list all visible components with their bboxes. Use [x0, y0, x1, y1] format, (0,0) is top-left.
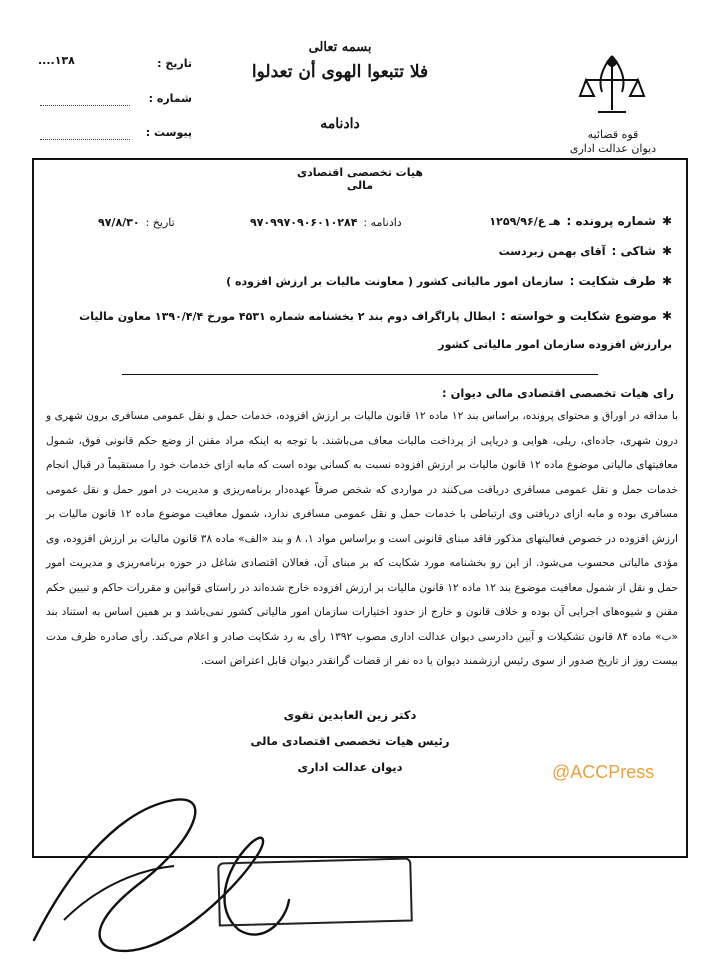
subject-row [42, 302, 672, 358]
star-icon: ✱ [661, 214, 672, 228]
ruling-heading: رای هیات تخصصی اقتصادی مالی دیوان : [441, 386, 674, 400]
plaintiff-label: شاکی : [611, 244, 656, 258]
letterhead-date-value: ۱۳۸.... [38, 54, 75, 67]
emblem-icon [572, 50, 652, 122]
org-line-2: دیوان عدالت اداری [569, 142, 657, 155]
defendant-value: سازمان امور مالیاتی کشور ( معاونت مالیات بر ارزش افزوده ) [226, 275, 564, 288]
verdict-number-row [250, 216, 402, 229]
verdict-date-row [98, 216, 175, 229]
verse: فلا تتبعوا الهوی أن تعدلوا [251, 62, 429, 82]
verdict-date-label: تاریخ : [145, 216, 175, 229]
document-type: دادنامه [320, 116, 360, 132]
defendant-row [226, 274, 672, 288]
letterhead-attachment-label: پیوست : [145, 126, 192, 139]
case-number-value: هـ ع/۱۲۵۹/۹۶ [489, 215, 561, 228]
court-org-name [548, 128, 678, 156]
verdict-number-value: ۹۷۰۹۹۷۰۹۰۶۰۱۰۲۸۴ [250, 216, 358, 229]
signatory-title: رئیس هیات تخصصی اقتصادی مالی [250, 734, 450, 748]
case-number-label: شماره پرونده : [566, 214, 656, 228]
watermark: @ACCPress [552, 762, 655, 782]
org-line-1: قوه قضائیه [587, 128, 639, 141]
box-title: هیات تخصصی اقتصادی مالی [297, 166, 423, 192]
case-number-row [489, 214, 672, 228]
plaintiff-row [499, 244, 672, 258]
letterhead-date-label: تاریخ : [157, 57, 192, 70]
signatory-name: دکتر زین العابدین تقوی [283, 708, 417, 722]
section-divider [122, 374, 598, 375]
star-icon: ✱ [661, 274, 672, 288]
star-icon: ✱ [661, 309, 672, 323]
subject-value: ابطال پاراگراف دوم بند ۲ بخشنامه شماره ۴۵۳۱ مورخ ۱۳۹۰/۴/۴ معاون مالیات برارزش افزوده سازمان امور مالیاتی کشور [79, 310, 672, 351]
signatory-org: دیوان عدالت اداری [297, 760, 403, 774]
verdict-number-label: دادنامه : [363, 216, 402, 229]
plaintiff-value: آقای بهمن زبردست [498, 245, 606, 258]
attachment-line [40, 138, 130, 140]
star-icon: ✱ [661, 244, 672, 258]
number-line [40, 104, 130, 106]
basmala: بسمه تعالی [308, 40, 372, 55]
ruling-text: با مداقه در اوراق و محتوای پرونده، براساس بند ۱۲ ماده ۱۲ قانون مالیات بر ارزش افزوده، خدمات حمل و نقل عمومی مسافری برون شهری و درون شهری، جاده‌ای، ریلی، هوایی و دریایی از پرداخت مالیات معاف می‌باشند. با توجه به اینکه مراد مقنن از وضع حکم قانونی فوق، شمول معافیتهای مالیاتی موضوع ماده ۱۲ قانون مالیات بر ارزش افزوده نسبت به کسانی بوده است که مابه ازای خدمات خود را مستقیماً در قبال انجام خدمات حمل و نقل عمومی مسافری دریافت می‌کنند در مواردی که شخص صرفاً عهده‌دار برنامه‌ریزی و مدیریت در امور حمل و نقل عمومی مسافری بوده و مابه ازای دریافتی وی ارتباطی با خدمات حمل و نقل عمومی مسافری ندارد، شمول معافیت موضوع ماده ۱۲ قانون مالیات بر ارزش افزوده در خصوص فعالیتهای مذکور فاقد مبنای قانونی است و براساس مواد ۱، ۸ و بند «الف» ماده ۳۸ قانون مالیات بر ارزش افزوده، وی مؤدی مالیاتی محسوب می‌شود. از این رو بخشنامه مورد شکایت که بر مبنای آن، فعالان اقتصادی شاغل در حوزه برنامه‌ریزی و مدیریت امور حمل و نقل از شمول معافیت موضوع بند ۱۲ ماده ۱۲ قانون مالیات بر ارزش افزوده خارج شده‌اند در راستای قوانین و مقررات حاکم و تبیین حکم مقنن و شیوه‌های اجرایی آن بوده و خلاف قانون و خارج از حدود اختیارات سازمان امور مالیاتی کشور نمی‌باشد و بر همین اساس به استناد بند «ب» ماده ۸۴ قانون تشکیلات و آیین دادرسی دیوان عدالت اداری مصوب ۱۳۹۲ رأی به رد شکایت صادر و اعلام می‌کند. رأی صادره ظرف مدت بیست روز از تاریخ صدور از سوی رئیس ارزشمند دیوان یا ده نفر از قضات گرانقدر دیوان قابل اعتراض است. [46, 410, 679, 667]
letterhead-number-label: شماره : [148, 92, 192, 105]
defendant-label: طرف شکایت : [569, 274, 656, 288]
official-stamp [217, 857, 413, 926]
verdict-date-value: ۹۷/۸/۳۰ [98, 216, 140, 229]
subject-label: موضوع شکایت و خواسته : [500, 309, 657, 323]
